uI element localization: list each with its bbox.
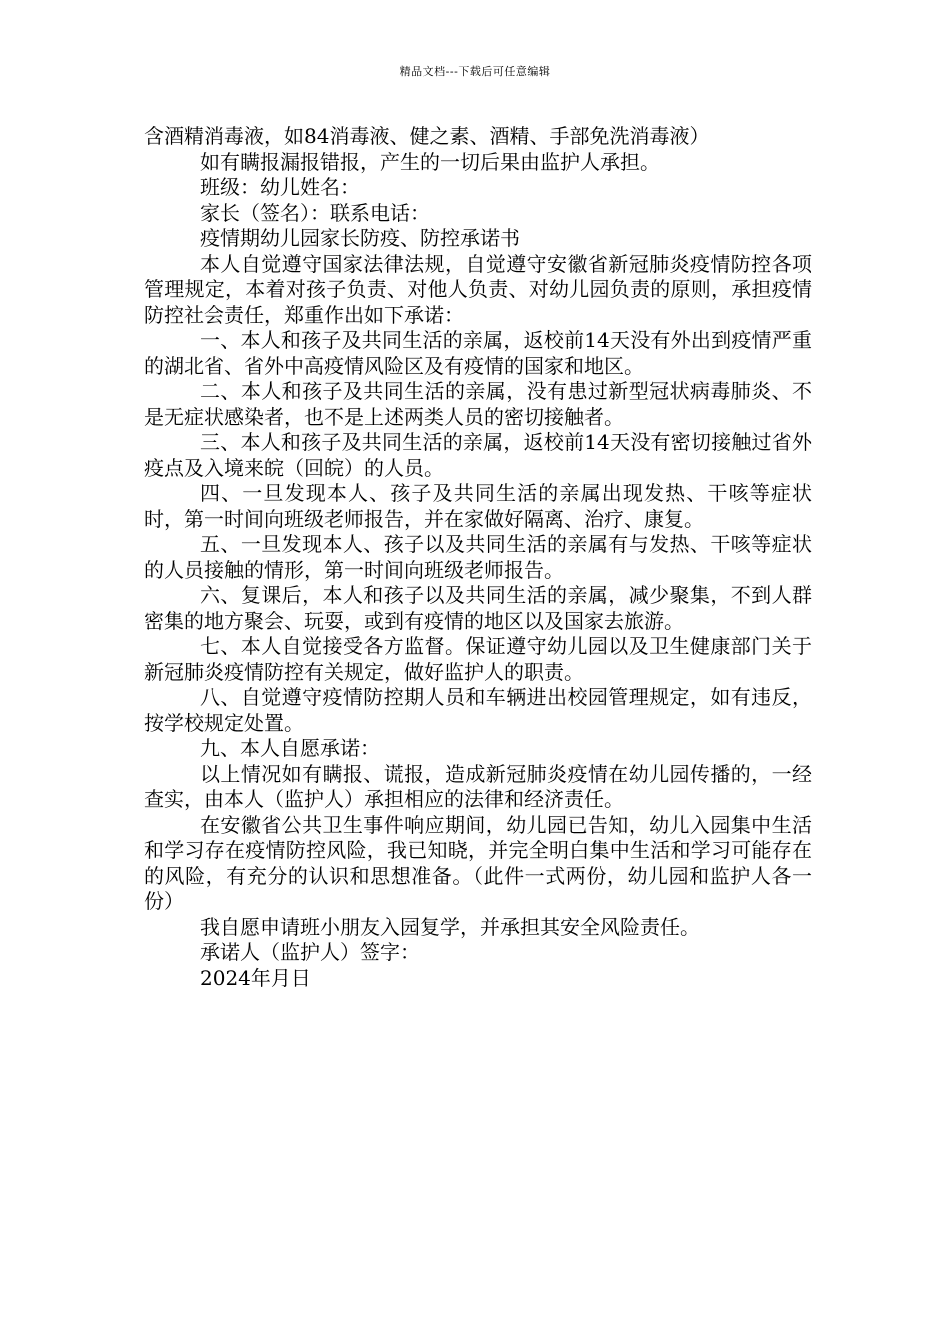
commitment-item-4: 四、一旦发现本人、孩子及共同生活的亲属出现发热、干咳等症状时，第一时间向班级老师报告，并在家做好隔离、治疗、康复。: [144, 481, 812, 531]
commitment-item-9: 九、本人自愿承诺：: [200, 736, 380, 760]
field-parent-signature-phone: 家长（签名）：联系电话：: [200, 200, 430, 225]
commitment-item-5: 五、一旦发现本人、孩子以及共同生活的亲属有与发热、干咳等症状的人员接触的情形，第一时间向班级老师报告。: [144, 532, 812, 582]
page-header: 精品文档---下载后可任意编辑: [399, 65, 551, 78]
field-date: 2024年月日: [200, 965, 311, 990]
commitment-item-2: 二、本人和孩子及共同生活的亲属，没有患过新型冠状病毒肺炎、不是无症状感染者，也不是上述两类人员的密切接触者。: [144, 379, 812, 429]
document-body: [144, 124, 812, 991]
field-class-child-name: 班级：幼儿姓名：: [200, 175, 360, 199]
paragraph-consequence-notice: 如有瞒报漏报错报，产生的一切后果由监护人承担。: [200, 149, 660, 174]
paragraph-application: 我自愿申请班小朋友入园复学，并承担其安全风险责任。: [200, 914, 700, 939]
commitment-item-8: 八、自觉遵守疫情防控期人员和车辆进出校园管理规定，如有违反，按学校规定处置。: [144, 685, 812, 735]
commitment-item-7: 七、本人自觉接受各方监督。保证遵守幼儿园以及卫生健康部门关于新冠肺炎疫情防控有关规定，做好监护人的职责。: [144, 634, 812, 684]
paragraph-liability: 以上情况如有瞒报、谎报，造成新冠肺炎疫情在幼儿园传播的，一经查实，由本人（监护人）承担相应的法律和经济责任。: [144, 761, 812, 811]
paragraph-disinfectant-list: 含酒精消毒液，如84消毒液、健之素、酒精、手部免洗消毒液）: [144, 124, 710, 148]
commitment-item-3: 三、本人和孩子及共同生活的亲属，返校前14天没有密切接触过省外疫点及入境来皖（回皖）的人员。: [144, 430, 812, 480]
paragraph-risk-acknowledgement: 在安徽省公共卫生事件响应期间，幼儿园已告知，幼儿入园集中生活和学习存在疫情防控风险，我已知晓，并完全明白集中生活和学习可能存在的风险，有充分的认识和思想准备。（此件一式两份，幼儿园和监护人各一份）: [144, 812, 812, 913]
document-title: 疫情期幼儿园家长防疫、防控承诺书: [200, 226, 520, 250]
paragraph-intro: 本人自觉遵守国家法律法规，自觉遵守安徽省新冠肺炎疫情防控各项管理规定，本着对孩子负责、对他人负责、对幼儿园负责的原则，承担疫情防控社会责任，郑重作出如下承诺：: [144, 251, 812, 327]
field-guardian-signature: 承诺人（监护人）签字：: [200, 940, 420, 964]
commitment-item-6: 六、复课后，本人和孩子以及共同生活的亲属，减少聚集，不到人群密集的地方聚会、玩耍，或到有疫情的地区以及国家去旅游。: [144, 583, 812, 633]
commitment-item-1: 一、本人和孩子及共同生活的亲属，返校前14天没有外出到疫情严重的湖北省、省外中高疫情风险区及有疫情的国家和地区。: [144, 328, 812, 378]
